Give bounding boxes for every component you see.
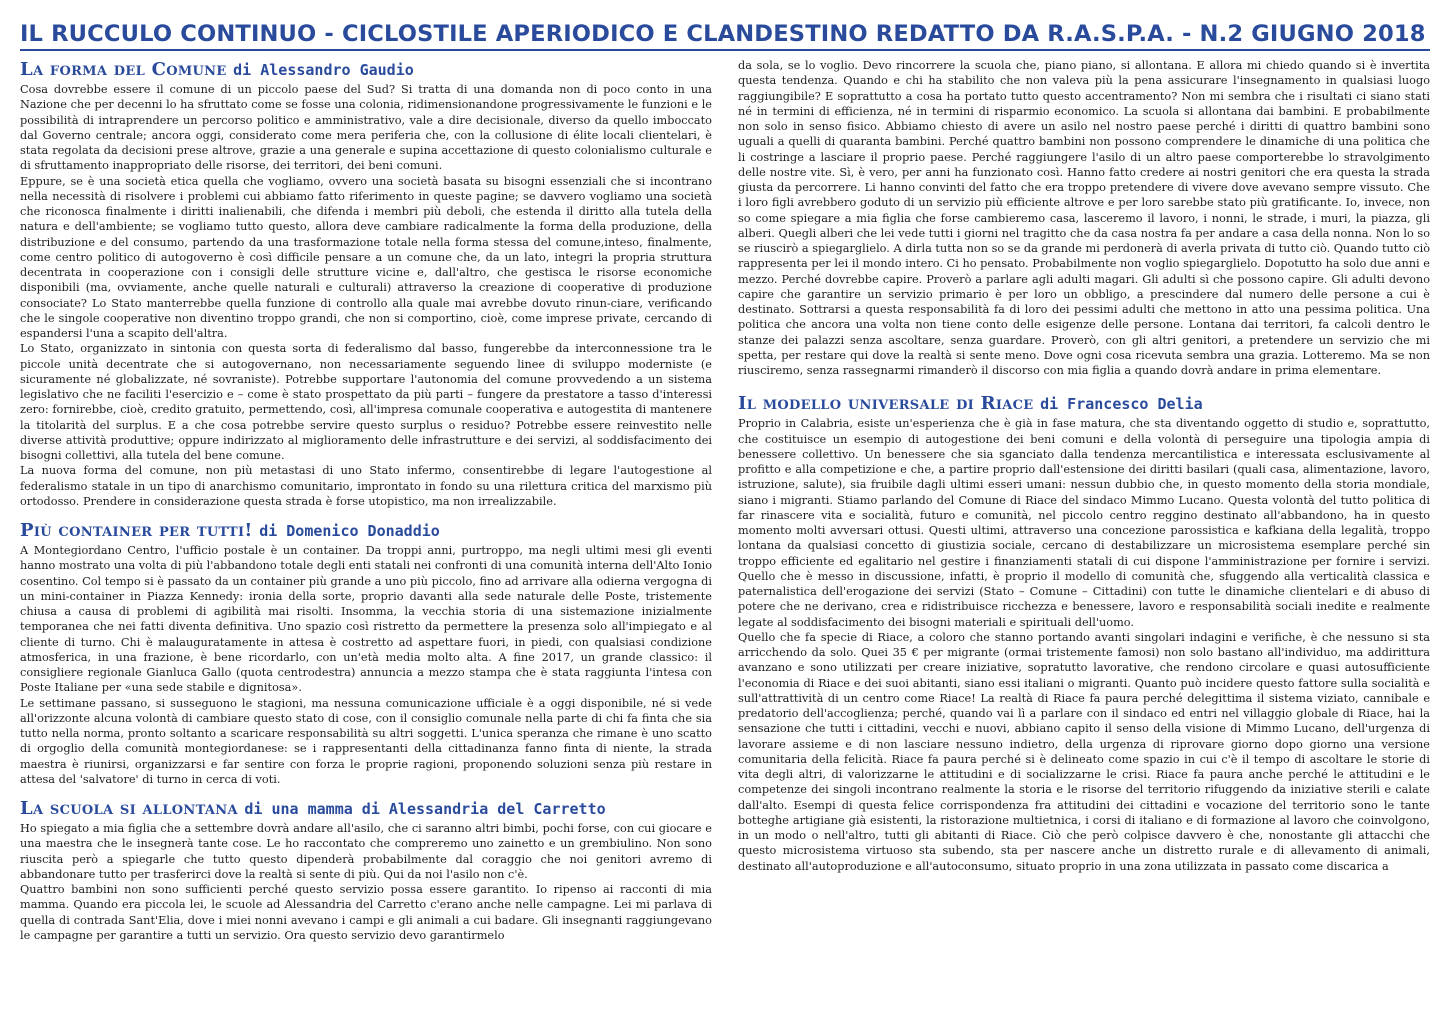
paragraph: Ho spiegato a mia figlia che a settembre dovrà andare all'asilo, che ci saranno altri bimbi, pochi forse, con cui giocare e una maestra che le insegnerà tante cose. Le ho raccontato che compreremo uno zainetto e un grembiulino. Non sono riuscita però a spiegarle che tutto questo dipenderà probabilmente dal coraggio che noi genitori avremo di abbandonare tutto per trasferirci dove la realtà si sente di più. Qui da noi l'asilo non c'è. (20, 822, 712, 881)
article-title (20, 797, 712, 821)
article-title (738, 392, 1430, 416)
article-scuola-continued (738, 58, 1430, 378)
article-author: di una mamma di Alessandria del Carretto (244, 800, 606, 818)
article-body (20, 82, 712, 509)
paragraph: Proprio in Calabria, esiste un'esperienza che è già in fase matura, che sta diventando oggetto di studio e, soprattutto, che costituisce un esempio di autogestione dei beni comuni e della volontà di perseguire una tipologia ampia di benessere collettivo. Un benessere che sia sganciato dalla tendenza mercantilistica e interessata esclusivamente al profitto e alla competizione e che, a partire proprio dall'estensione dei diritti basilari (quali casa, alimentazione, lavoro, istruzione, salute), sia fruibile dagli ultimi esseri umani: nessun dubbio che, in questo momento della storia mondiale, siano i migranti. Stiamo parlando del Comune di Riace del sindaco Mimmo Lucano. Questa volontà del tutto politica di far rinascere vita e socialità, futuro e comunità, nel piccolo centro reggino destinato all'abbandono, ha in questo momento molti avversari ottusi. Questi ultimi, attraverso una concezione parossistica e kafkiana della legalità, troppo lontana da qualsiasi concetto di giustizia sociale, cercano di destabilizzare un microsistema esemplare perché sin troppo efficiente ed egalitario nel gestire i finanziamenti statali di cui dispone l'amministrazione per fornire i servizi. Quello che è messo in discussione, infatti, è proprio il modello di comunità che, sfuggendo alla verticalità classica e paternalistica dell'erogazione dei servizi (Stato – Comune – Cittadini) con tutte le dinamiche clientelari e di abuso di potere che ne derivano, crea e ridistribuisce ricchezza e benessere, lavoro e responsabilità sociali inedite e realmente legate al soddisfacimento dei bisogni materiali e spirituali dell'uomo. (738, 417, 1430, 629)
right-column (738, 58, 1430, 1018)
paragraph: Le settimane passano, si susseguono le stagioni, ma nessuna comunicazione ufficiale è a oggi disponibile, né si vede all'orizzonte alcuna volontà di cambiare questo stato di cose, con il consiglio comunale nella parte di chi fa finta che sia tutto nella norma, pronto soltanto a scaricare responsabilità su altri soggetti. L'unica speranza che rimane è uno scatto di orgoglio della comunità montegiordanese: se i rappresentanti della cittadinanza fanno finta di niente, la strada maestra è riunirsi, organizzarsi e far sentire con forza le proprie ragioni, proponendo soluzioni senza più restare in attesa del 'salvatore' di turno in cerca di voti. (20, 696, 712, 786)
article-body (738, 416, 1430, 874)
article-body (738, 58, 1430, 378)
article-title (20, 519, 712, 543)
paragraph: Eppure, se è una società etica quella che vogliamo, ovvero una società basata su bisogni essenziali che si incontrano nella necessità di risolvere i problemi cui abbiamo fatto riferimento in queste pagine; se davvero vogliamo una società che riconosca finalmente i diritti inalienabili, che difenda i membri più deboli, che estenda il diritto alla tutela della natura e dell'ambiente; se vogliamo tutto questo, allora deve cambiare radicalmente la forma della produzione, della distribuzione e del consumo, partendo da una trasformazione totale nella forma stessa del comune,inteso, finalmente, come centro politico di autogoverno è così difficile pensare a un comune che, da un lato, integri la propria struttura decentrata in cooperazione con i consigli delle strutture vicine e, dall'altro, che gestisca le risorse economiche disponibili (ma, ovviamente, anche quelle naturali e culturali) attraverso la creazione di cooperative di produzione consociate? Lo Stato manterrebbe quella funzione di controllo alla quale mai avrebbe dovuto rinun-ciare, verificando che le singole cooperative non diventino troppo grandi, che non si comportino, cioè, come imprese private, cercando di espandersi l'una a scapito dell'altra. (20, 174, 712, 340)
article-scuola-si-allontana (20, 797, 712, 943)
article-author: di Francesco Delia (1040, 395, 1203, 414)
article-title-text: La forma del Comune (20, 59, 227, 80)
article-forma-del-comune (20, 58, 712, 509)
paragraph: Quattro bambini non sono sufficienti perché questo servizio possa essere garantito. Io ripenso ai racconti di mia mamma. Quando era piccola lei, le scuole ad Alessandria del Carretto c'erano anche nelle campagne. Lei mi parlava di quella di contrada Sant'Elia, dove i miei nonni avevano i campi e gli animali a cui badare. Gli insegnanti raggiungevano le campagne per garantire a tutti un servizio. Ora questo servizio devo garantirmelo (20, 883, 712, 942)
article-title-text: Il modello universale di Riace (738, 393, 1034, 415)
article-piu-container (20, 519, 712, 787)
article-body (20, 543, 712, 787)
paragraph: da sola, se lo voglio. Devo rincorrere la scuola che, piano piano, si allontana. E allora mi chiedo quando si è invertita questa tendenza. Quando e chi ha stabilito che non valeva più la pena assicurare l'insegnamento in qualsiasi luogo raggiungibile? E soprattutto a cosa ha portato tutto questo accentramento? Non mi sembra che i risultati ci siano stati né in termini di efficienza, né in termini di risparmio economico. La scuola si allontana dai bambini. E probabilmente non solo in senso fisico. Abbiamo chiesto di avere un asilo nel nostro paese perché i diritti di quattro bambini sono uguali a quelli di quaranta bambini. Perché quattro bambini non possono comprendere le dinamiche di una politica che li costringe a lasciare il proprio paese. Perché raggiungere l'asilo di un altro paese comporterebbe lo stravolgimento delle nostre vite. Sì, è vero, per anni ha funzionato così. Hanno fatto credere ai nostri genitori che era questa la strada giusta da percorrere. Li hanno convinti del fatto che era troppo pretendere di vivere dove avevano sempre vissuto. Che i loro figli avrebbero goduto di un servizio più efficiente altrove e per loro sarebbe stato più gratificante. Io, invece, non so come spiegare a mia figlia che forse cambieremo casa, lasceremo il lavoro, i nonni, le strade, i muri, la piazza, gli alberi. Quegli alberi che lei vede tutti i giorni nel tragitto che da casa nostra fa per andare a casa della nonna. Non lo so se riuscirò a spiegarglielo. A dirla tutta non so se da grande mi perdonerà di averla privata di tutto ciò. Quando tutto ciò rappresenta per lei il mondo intero. Ci ho pensato. Probabilmente non voglio spiegarglielo. Dopotutto ha solo due anni e mezzo. Perché dovrebbe capire. Proverò a parlare agli adulti magari. Gli adulti sì che possono capire. Gli adulti devono capire che garantire un servizio primario è per loro un obbligo, a prescindere dal numero delle persone a cui è destinato. Sottrarsi a questa responsabilità fa di loro dei pessimi adulti che mettono in atto una pessima politica. Una politica che ancora una volta non tiene conto delle esigenze delle persone. Lontana dai territori, fa calcoli dentro le stanze dei palazzi senza ascoltare, senza guardare. Proverò, con gli altri genitori, a pretendere un servizio che mi spetta, per restare qui dove la realtà si sente meno. Dove ogni cosa ricevuta sembra una grazia. Lotteremo. Ma se non riusciremo, senza rassegnarmi rimanderò il discorso con mia figlia a quando dovrà andare in prima elementare. (738, 59, 1430, 377)
article-title (20, 58, 712, 82)
article-author: di Domenico Donaddio (259, 522, 440, 540)
masthead: IL RUCCULO CONTINUO - CICLOSTILE APERIODICO E CLANDESTINO REDATTO DA R.A.S.P.A. - N.2 GIUGNO 2018 (20, 20, 1430, 51)
article-title-text: Più container per tutti! (20, 520, 253, 541)
article-author: di Alessandro Gaudio (233, 61, 414, 79)
article-title-text: La scuola si allontana (20, 798, 238, 819)
paragraph: Lo Stato, organizzato in sintonia con questa sorta di federalismo dal basso, fungerebbe da interconnessione tra le piccole unità decentrate che si autogovernano, non necessariamente seguendo linee di sviluppo moderniste (e sicuramente né globalizzate, né sovraniste). Potrebbe supportare l'autonomia del comune provvedendo a un sistema legislativo che ne faciliti l'esercizio e – come è stato prospettato da più parti – fungere da prestatore a tasso d'interessi zero: fornirebbe, cioè, credito gratuito, permettendo, così, all'impresa comunale cooperativa e autogestita di mantenere la titolarità del surplus. E a che cosa potrebbe servire questo surplus o residuo? Potrebbe essere reinvestito nelle diverse attività produttive; oppure indirizzato al miglioramento delle infrastrutture e dei servizi, al soddisfacimento dei bisogni collettivi, alla tutela del bene comune. (20, 342, 712, 462)
left-column (20, 58, 712, 1018)
paragraph: La nuova forma del comune, non più metastasi di uno Stato infermo, consentirebbe di legare l'autogestione al federalismo statale in un tipo di anarchismo comunitario, improntato in fondo su una rilettura critica del marxismo più ortodosso. Prendere in considerazione questa strada è forse utopistico, ma non irrealizzabile. (20, 464, 712, 508)
article-body (20, 821, 712, 943)
article-modello-riace (738, 392, 1430, 874)
paragraph: Cosa dovrebbe essere il comune di un piccolo paese del Sud? Si tratta di una domanda non di poco conto in una Nazione che per decenni lo ha sfruttato come se fosse una colonia, ridimensionandone progressivamente le funzioni e le possibilità di intraprendere un percorso politico e amministrativo, vale a dire decisionale, diverso da quello imboccato dal Governo centrale; ancora oggi, considerato come mera periferia che, con la collusione di élite locali clientelari, è stata regolata da decisioni prese altrove, grazie a una generale e supina accettazione di questo colonialismo culturale e di sfruttamento inappropriato delle risorse, dei territori, dei beni comuni. (20, 83, 712, 173)
paragraph: Quello che fa specie di Riace, a coloro che stanno portando avanti singolari indagini e verifiche, è che nessuno si sta arricchendo da solo. Quei 35 € per migrante (ormai tristemente famosi) non solo bastano all'individuo, ma addirittura avanzano e sono utilizzati per creare iniziative, sopratutto lavorative, che rendono circolare e quasi autosufficiente l'economia di Riace e dei suoi abitanti, siano essi italiani o migranti. Quanto può incidere questo fattore sulla socialità e sull'attrattività di un centro come Riace! La realtà di Riace fa paura perché delegittima il sistema viziato, cannibale e predatorio dell'accoglienza; perché, quando vai lì a parlare con il sindaco ed entri nel villaggio globale di Riace, hai la sensazione che tutti i cittadini, vecchi e nuovi, abbiano capito il senso della visione di Mimmo Lucano, dell'urgenza di lavorare assieme e di non lasciare nessuno indietro, della urgenza di riprovare giorno dopo giorno una versione comunitaria della felicità. Riace fa paura perché si è delineato come spazio in cui c'è il tempo di ascoltare le storie di vita degli altri, di valorizzarne le attitudini e di socializzarne le crisi. Riace fa paura anche perché le attitudini e le competenze dei singoli incontrano realmente la storia e le risorse del territorio rifuggendo da iniziative sterili e calate dall'alto. Esempi di questa felice corrispondenza fra attitudini dei cittadini e vocazione del territorio sono le tante botteghe artigiane già esistenti, la ristorazione multietnica, i corsi di italiano e di formazione al lavoro che coinvolgono, in un modo o nell'altro, tutti gli abitanti di Riace. Ciò che però colpisce davvero è che, nonostante gli attacchi che questo microsistema virtuoso sta subendo, sta per nascere anche un distretto rurale e di allevamento di animali, destinato all'autoproduzione e all'autoconsumo, situato proprio in una zona utilizzata in passato come discarica a (738, 630, 1430, 873)
paragraph: A Montegiordano Centro, l'ufficio postale è un container. Da troppi anni, purtroppo, ma negli ultimi mesi gli eventi hanno mostrato una volta di più l'abbandono totale degli enti statali nei confronti di una comunità interna dell'Alto Ionio cosentino. Col tempo si è passato da un container più grande a uno più piccolo, fino ad arrivare alla odierna vergogna di un mini-container in Piazza Kennedy: ironia della sorte, proprio davanti alla sede naturale delle Poste, tristemente chiusa a causa di problemi di agibilità mai risolti. Insomma, la vecchia storia di una sistemazione inizialmente temporanea che nei fatti diventa definitiva. Uno spazio così ristretto da permettere la presenza solo all'impiegato e al cliente di turno. Chi è malauguratamente in attesa è costretto ad aspettare fuori, in piedi, con qualsiasi condizione atmosferica, in una frazione, è bene ricordarlo, con un'età media molto alta. A fine 2017, un grande classico: il consigliere regionale Gianluca Gallo (quota centrodestra) annuncia a mezzo stampa che è stata raggiunta l'intesa con Poste Italiane per «una sede stabile e dignitosa». (20, 544, 712, 695)
